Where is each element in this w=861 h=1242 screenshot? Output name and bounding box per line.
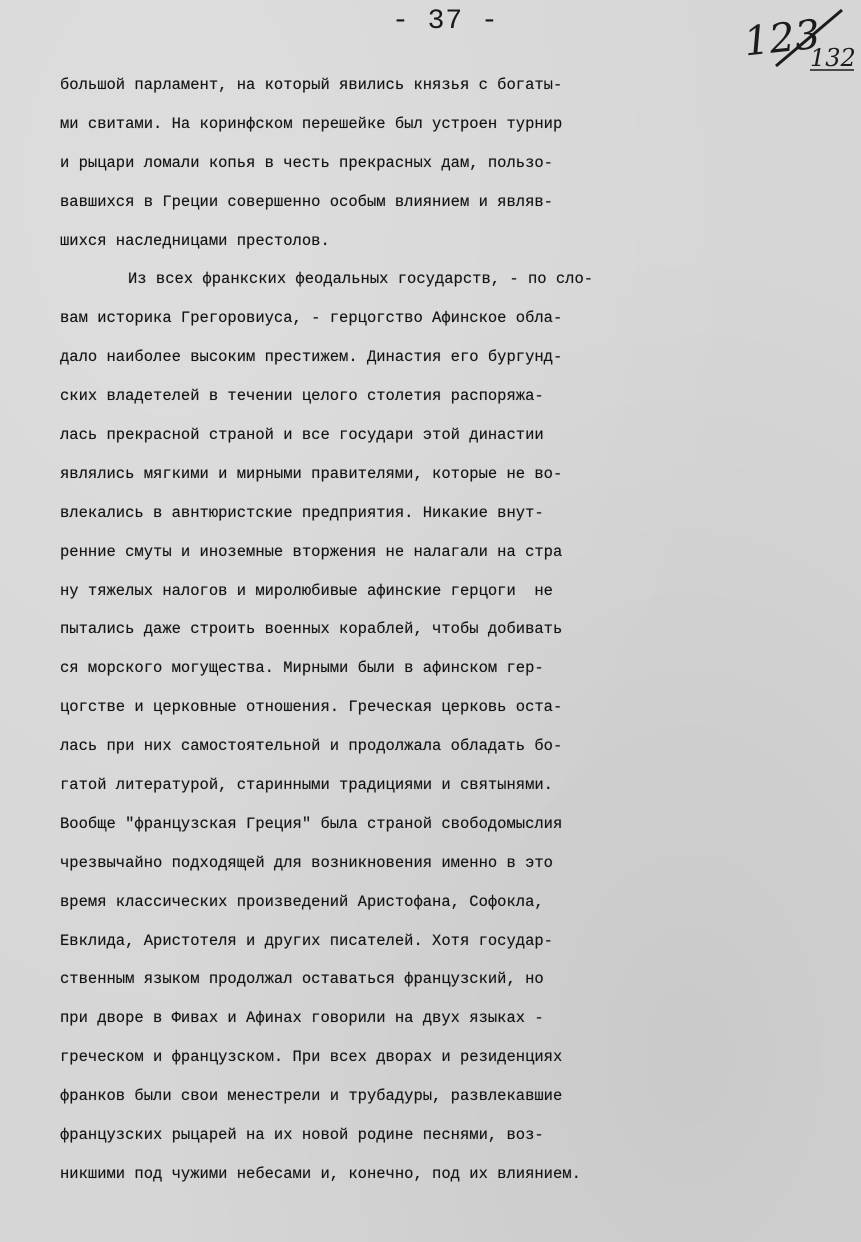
- text-line: цогстве и церковные отношения. Греческая церковь оста-: [60, 698, 563, 717]
- archive-number-main: 123: [741, 11, 823, 66]
- text-line: гатой литературой, старинными традициями и святынями.: [60, 776, 553, 795]
- text-line: ми свитами. На коринфском перешейке был устроен турнир: [60, 114, 563, 133]
- text-line: ских владетелей в течении целого столетия распоряжа-: [60, 387, 544, 406]
- body-text: [0, 66, 861, 1194]
- page-number: - 37 -: [392, 6, 499, 37]
- text-line: большой парламент, на который явились князья с богаты-: [60, 76, 563, 94]
- text-line: являлись мягкими и мирными правителями, которые не во-: [60, 464, 563, 483]
- text-line: и рыцари ломали копья в честь прекрасных дам, пользо-: [60, 153, 553, 172]
- text-line: ственным языком продолжал оставаться французский, но: [60, 970, 544, 989]
- text-line: дало наиболее высоким престижем. Династия его бургунд-: [60, 348, 563, 367]
- text-line: пытались даже строить военных кораблей, чтобы добивать: [60, 620, 563, 639]
- text-line: Вообще "французская Греция" была страной свободомыслия: [60, 814, 563, 833]
- text-line: лась прекрасной страной и все государи этой династии: [60, 426, 544, 445]
- text-line: французских рыцарей на их новой родине песнями, воз-: [60, 1126, 544, 1145]
- text-line: влекались в авнтюристские предприятия. Никакие внут-: [60, 503, 544, 522]
- text-line: лась при них самостоятельной и продолжала обладать бо-: [60, 737, 563, 756]
- text-line: вам историка Грегоровиуса, - герцогство Афинское обла-: [60, 309, 563, 328]
- text-line: при дворе в Фивах и Афинах говорили на двух языках -: [60, 1009, 544, 1028]
- text-line: шихся наследницами престолов.: [60, 231, 330, 250]
- text-line: вавшихся в Греции совершенно особым влиянием и являв-: [60, 192, 553, 211]
- text-line: чрезвычайно подходящей для возникновения именно в это: [60, 853, 553, 872]
- text-line: Из всех франкских феодальных государств, - по сло-: [128, 270, 594, 289]
- text-line: ся морского могущества. Мирными были в афинском гер-: [60, 659, 544, 678]
- text-line: время классических произведений Аристофана, Софокла,: [60, 892, 544, 911]
- text-line: франков были свои менестрели и трубадуры, развлекавшие: [60, 1087, 563, 1106]
- text-line: ренние смуты и иноземные вторжения не налагали на стра: [60, 542, 563, 561]
- text-line: ну тяжелых налогов и миролюбивые афинские герцоги не: [60, 581, 553, 600]
- text-line: Евклида, Аристотеля и других писателей. Хотя государ-: [60, 931, 553, 950]
- text-line: греческом и французском. При всех дворах и резиденциях: [60, 1048, 563, 1067]
- text-line: никшими под чужими небесами и, конечно, под их влиянием.: [60, 1164, 581, 1183]
- archive-number-secondary: 132: [810, 44, 856, 72]
